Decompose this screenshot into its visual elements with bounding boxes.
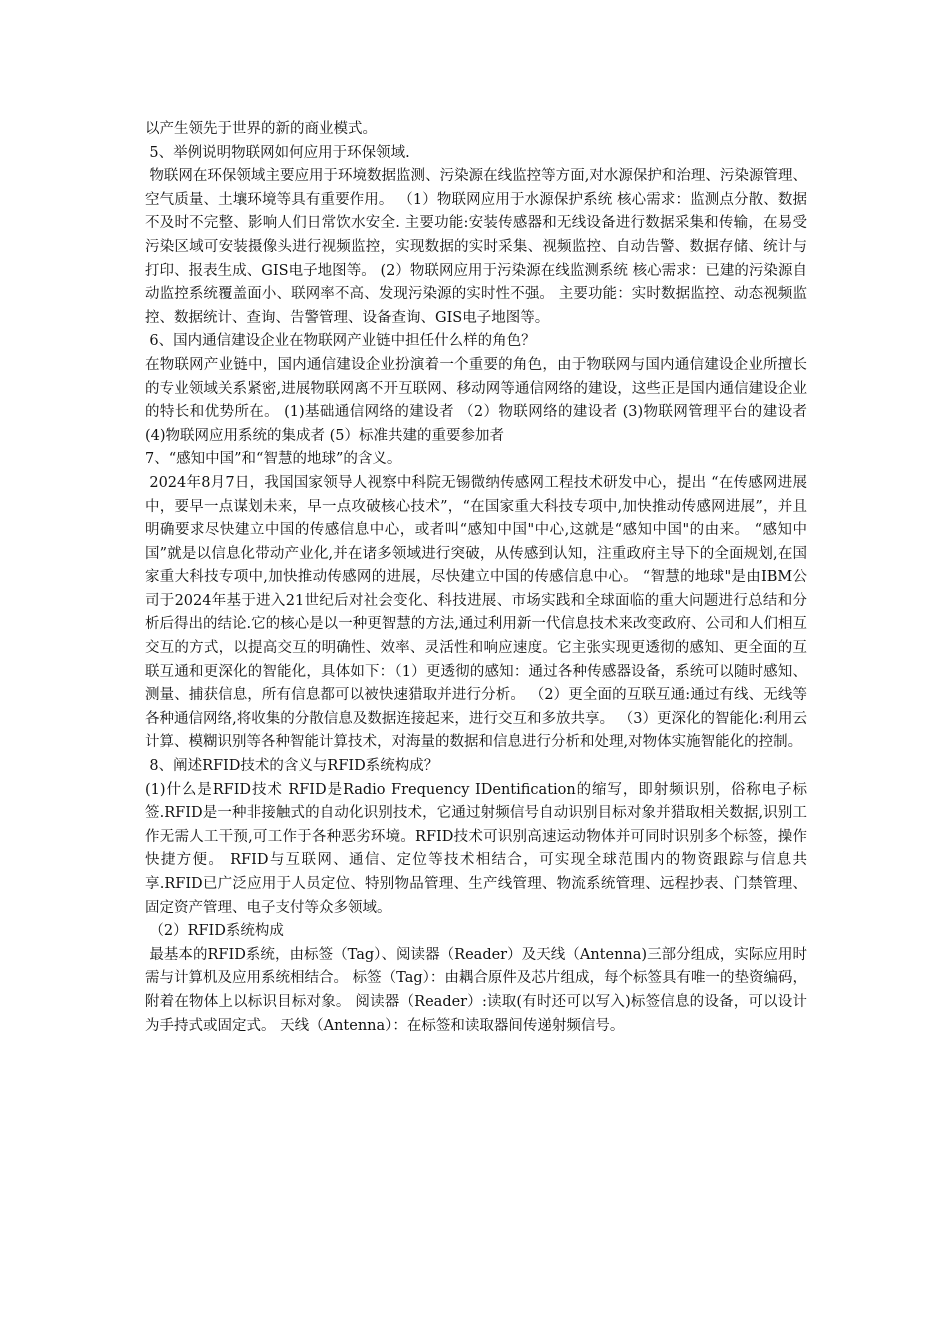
answer-8-part-2-heading: （2）RFID系统构成: [149, 923, 284, 940]
answer-7-paragraph: 2024年8月7日，我国国家领导人视察中科院无锡微纳传感网工程技术研发中心，提出 “在传感网进展中，要早一点谋划未来，早一点攻破核心技术”，“在国家重大科技专项中,加快推动传感网进展”，并且明确要求尽快建立中国的传感信息中心，或者叫“感知中国"中心,这就是“感知中国"的由来。 “感知中国”就是以信息化带动产业化,并在诸多领域进行突破，从传感到认知，注重政府主导下的全面规划,在国家重大科技专项中,加快推动传感网的进展，尽快建立中国的传感信息中心。 “智慧的地球"是由IBM公司于2024年基于进入21世纪后对社会变化、科技进展、市场实践和全球面临的重大问题进行总结和分析后得出的结论.它的核心是以一种更智慧的方法,通过利用新一代信息技术来改变政府、公司和人们相互交互的方式，以提高交互的明确性、效率、灵活性和响应速度。它主张实现更透彻的感知、更全面的互联互通和更深化的智能化，具体如下：（1）更透彻的感知：通过各种传感器设备，系统可以随时感知、测量、捕获信息，所有信息都可以被快速猎取并进行分析。 （2）更全面的互联互通:通过有线、无线等各种通信网络,将收集的分散信息及数据连接起来，进行交互和多放共享。 （3）更深化的智能化:利用云计算、模糊识别等各种智能计算技术，对海量的数据和信息进行分析和处理,对物体实施智能化的控制。: [145, 474, 807, 751]
document-page: [145, 118, 807, 1038]
answer-8-part-2-paragraph: 最基本的RFID系统，由标签（Tag）、阅读器（Reader）及天线（Antenna)三部分组成，实际应用时需与计算机及应用系统相结合。 标签（Tag）：由耦合原件及芯片组成，每个标签具有唯一的垫资编码，附着在物体上以标识目标对象。 阅读器（Reader）:读取(有时还可以写入)标签信息的设备，可以设计为手持式或固定式。 天线（Antenna）：在标签和读取器间传递射频信号。: [145, 946, 807, 1034]
question-5-heading: 5、举例说明物联网如何应用于环保领域.: [149, 144, 410, 161]
answer-6-paragraph: 在物联网产业链中，国内通信建设企业扮演着一个重要的角色，由于物联网与国内通信建设企业所擅长的专业领域关系紧密,进展物联网离不开互联网、移动网等通信网络的建设，这些正是国内通信建设企业的特长和优势所在。 (1)基础通信网络的建设者 （2）物联网络的建设者 (3)物联网管理平台的建设者 (4)物联网应用系统的集成者 (5）标准共建的重要参加者: [145, 356, 807, 444]
paragraph-continuation: 以产生领先于世界的新的商业模式。: [145, 121, 377, 137]
answer-5-paragraph: 物联网在环保领域主要应用于环境数据监测、污染源在线监控等方面,对水源保护和治理、污染源管理、空气质量、土壤环境等具有重要作用。 （1）物联网应用于水源保护系统 核心需求：监测点分散、数据不及时不完整、影响人们日常饮水安全. 主要功能:安装传感器和无线设备进行数据采集和传输，在易受污染区域可安装摄像头进行视频监控，实现数据的实时采集、视频监控、自动告警、数据存储、统计与打印、报表生成、GIS电子地图等。 (2）物联网应用于污染源在线监测系统 核心需求：已建的污染源自动监控系统覆盖面小、联网率不高、发现污染源的实时性不强。 主要功能：实时数据监控、动态视频监控、数据统计、查询、告警管理、设备查询、GIS电子地图等。: [145, 168, 807, 326]
question-6-heading: 6、国内通信建设企业在物联网产业链中担任什么样的角色？: [149, 333, 536, 350]
answer-8-part-1-paragraph: (1)什么是RFID技术 RFID是Radio Frequency IDentification的缩写，即射频识别，俗称电子标签.RFID是一种非接触式的自动化识别技术，它通过射频信号自动识别目标对象并猎取相关数据,识别工作无需人工干预,可工作于各种恶劣环境。RFID技术可识别高速运动物体并可同时识别多个标签，操作快捷方便。 RFID与互联网、通信、定位等技术相结合，可实现全球范围内的物资跟踪与信息共享.RFID已广泛应用于人员定位、特别物品管理、生产线管理、物流系统管理、远程抄表、门禁管理、固定资产管理、电子支付等众多领域。: [145, 781, 807, 916]
question-7-heading: 7、“感知中国”和“智慧的地球”的含义。: [145, 451, 402, 468]
question-8-heading: 8、阐述RFID技术的含义与RFID系统构成？: [149, 758, 439, 775]
